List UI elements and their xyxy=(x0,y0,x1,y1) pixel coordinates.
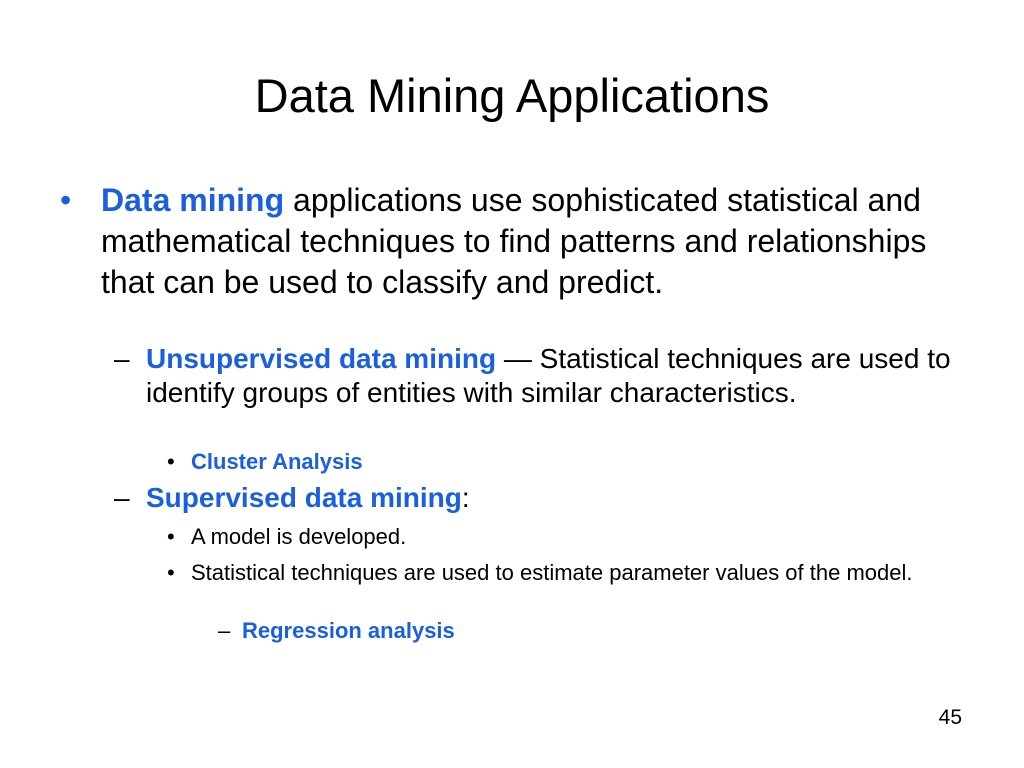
colon: : xyxy=(461,482,470,513)
item-cluster-analysis xyxy=(167,449,987,475)
term-unsupervised: Unsupervised data mining xyxy=(146,343,497,374)
regression-analysis-text: Regression analysis xyxy=(242,618,455,643)
list-item-text: A model is developed. xyxy=(191,524,407,549)
item-regression-analysis xyxy=(218,618,978,644)
sub-bullet-text xyxy=(146,342,974,410)
term-supervised: Supervised data mining xyxy=(146,482,462,513)
slide-title: Data Mining Applications xyxy=(254,69,770,122)
bullet-text xyxy=(101,180,960,303)
bullet-marker: • xyxy=(167,560,175,585)
list-item xyxy=(167,560,987,586)
bullet-data-mining xyxy=(60,180,960,303)
page-number: 45 xyxy=(938,706,962,729)
dash-marker: – xyxy=(114,482,130,513)
dash-marker: – xyxy=(114,343,130,374)
sub-bullet-text xyxy=(146,481,974,515)
bullet-body: applications use sophisticated statistical and mathematical techniques to find patterns and relationships that can be used to classify and predict. xyxy=(101,182,927,300)
sub-bullet-body: — Statistical techniques are used to identify groups of entities with similar characteristics. xyxy=(146,343,951,408)
cluster-analysis-text: Cluster Analysis xyxy=(191,449,363,474)
bullet-marker: • xyxy=(167,524,175,549)
term-data-mining: Data mining xyxy=(101,182,285,218)
bullet-marker: • xyxy=(167,449,175,474)
list-item xyxy=(167,524,987,550)
dash-marker: – xyxy=(218,618,231,643)
sub-bullet-unsupervised xyxy=(114,342,974,410)
sub-bullet-supervised xyxy=(114,481,974,515)
list-item-text: Statistical techniques are used to estimate parameter values of the model. xyxy=(191,560,913,585)
bullet-marker: • xyxy=(60,182,72,218)
